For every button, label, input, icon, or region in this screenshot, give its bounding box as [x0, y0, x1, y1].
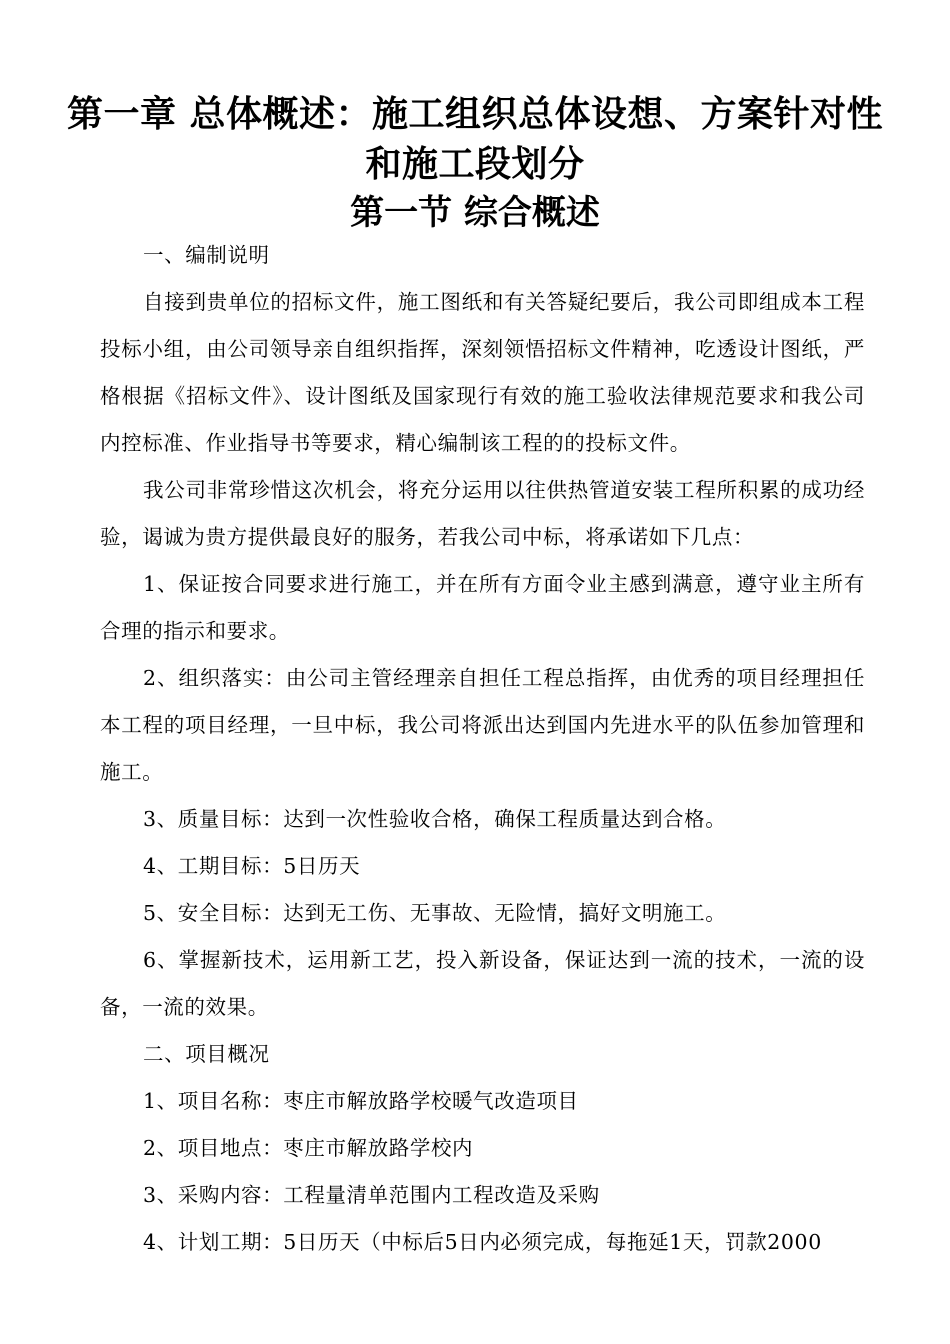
- commitment-item-1: 1、保证按合同要求进行施工，并在所有方面令业主感到满意，遵守业主所有合理的指示和要求。: [100, 572, 865, 643]
- commitment-item-5: 5、安全目标：达到无工伤、无事故、无险情，搞好文明施工。: [143, 901, 727, 925]
- commitment-item-6: 6、掌握新技术，运用新工艺，投入新设备，保证达到一流的技术，一流的设备，一流的效果。: [100, 948, 865, 1019]
- commitment-item-4: 4、工期目标：5日历天: [143, 854, 361, 878]
- section-title: 第一节 综合概述: [350, 193, 600, 233]
- project-name-item: 1、项目名称：枣庄市解放路学校暖气改造项目: [143, 1089, 579, 1113]
- document-body: [100, 232, 865, 1266]
- heading-compilation-notes: 一、编制说明: [143, 243, 270, 267]
- chapter-title: 第一章 总体概述：施工组织总体设想、方案针对性和施工段划分: [66, 94, 884, 185]
- procurement-content-item: 3、采购内容：工程量清单范围内工程改造及采购: [143, 1183, 600, 1207]
- commitment-item-3: 3、质量目标：达到一次性验收合格，确保工程质量达到合格。: [143, 807, 727, 831]
- paragraph-commitment: 我公司非常珍惜这次机会，将充分运用以往供热管道安装工程所积累的成功经验，谒诚为贵方提供最良好的服务，若我公司中标，将承诺如下几点：: [100, 478, 865, 549]
- project-location-item: 2、项目地点：枣庄市解放路学校内: [143, 1136, 474, 1160]
- commitment-item-2: 2、组织落实：由公司主管经理亲自担任工程总指挥，由优秀的项目经理担任本工程的项目经理，一旦中标，我公司将派出达到国内先进水平的队伍参加管理和施工。: [100, 666, 865, 784]
- paragraph-intro: 自接到贵单位的招标文件，施工图纸和有关答疑纪要后，我公司即组成本工程投标小组，由公司领导亲自组织指挥，深刻领悟招标文件精神，吃透设计图纸，严格根据《招标文件》、设计图纸及国家现行有效的施工验收法律规范要求和我公司内控标准、作业指导书等要求，精心编制该工程的的投标文件。: [100, 290, 865, 455]
- heading-project-overview: 二、项目概况: [143, 1042, 270, 1066]
- planned-duration-item: 4、计划工期：5日历天（中标后5日内必须完成，每拖延1天，罚款2000: [143, 1230, 822, 1254]
